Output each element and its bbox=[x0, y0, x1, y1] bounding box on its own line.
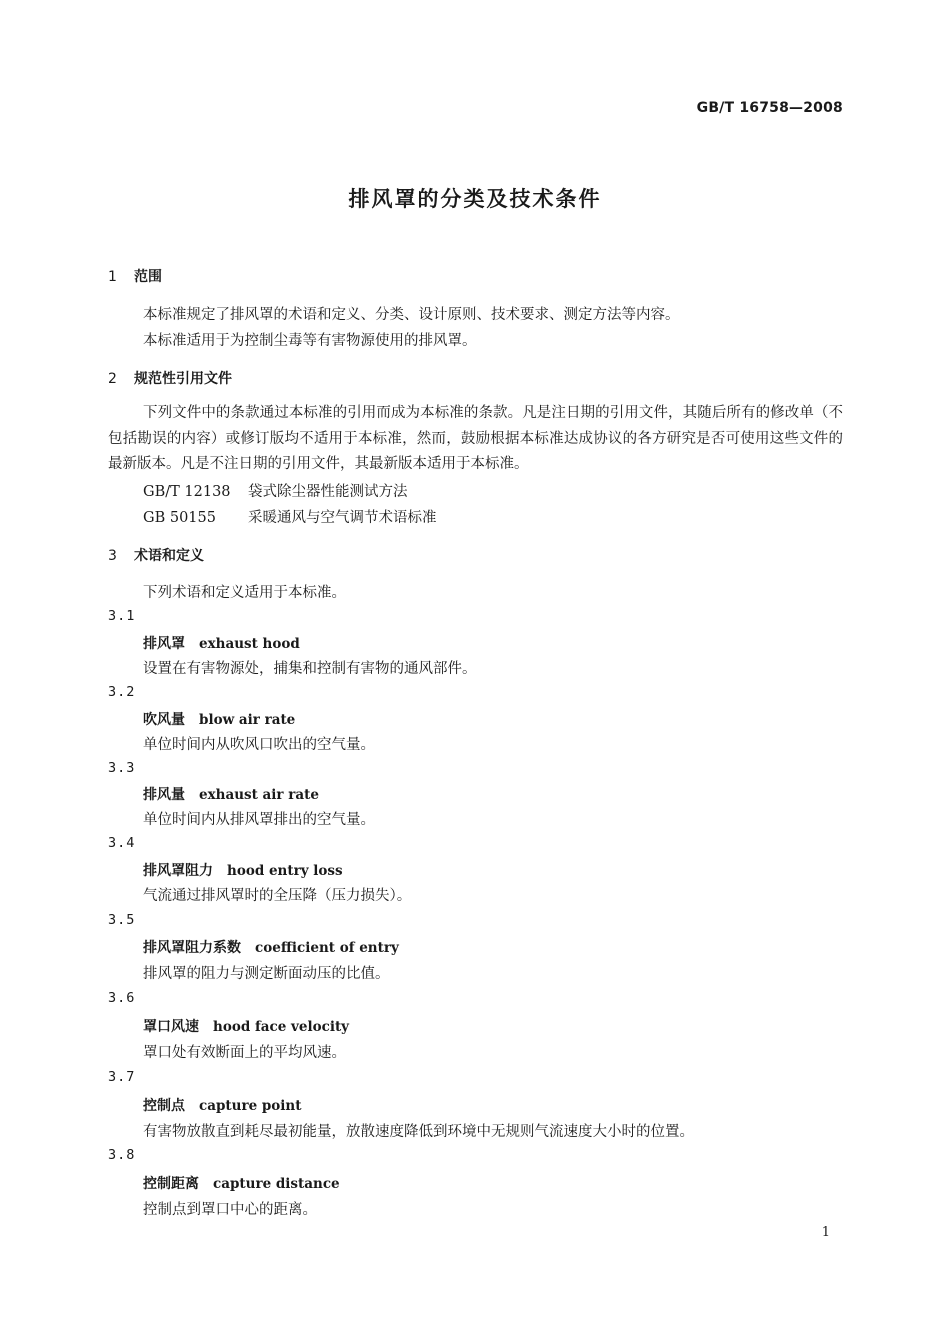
term-name bbox=[143, 1173, 340, 1193]
reference-code: GB/T 12138 bbox=[143, 484, 231, 500]
section-3-intro: 下列术语和定义适用于本标准。 bbox=[143, 585, 346, 601]
section-title: 规范性引用文件 bbox=[134, 371, 232, 387]
term-english: capture point bbox=[199, 1098, 302, 1114]
page-number: 1 bbox=[821, 1225, 830, 1240]
term-name bbox=[143, 709, 295, 729]
section-1-heading bbox=[108, 266, 162, 286]
reference-code: GB 50155 bbox=[143, 510, 216, 526]
term-name bbox=[143, 784, 319, 804]
term-number: 3.2 bbox=[108, 684, 136, 700]
term-chinese: 罩口风速 bbox=[143, 1019, 199, 1035]
section-1-paragraph-1: 本标准规定了排风罩的术语和定义、分类、设计原则、技术要求、测定方法等内容。 bbox=[143, 307, 680, 323]
term-name bbox=[143, 1095, 301, 1115]
term-chinese: 控制点 bbox=[143, 1098, 185, 1114]
standard-number: GB/T 16758—2008 bbox=[696, 100, 843, 116]
section-title: 范围 bbox=[134, 269, 162, 285]
reference-item bbox=[143, 480, 408, 501]
term-english: exhaust hood bbox=[199, 636, 300, 652]
term-definition: 有害物放散直到耗尽最初能量，放散速度降低到环境中无规则气流速度大小时的位置。 bbox=[143, 1124, 694, 1140]
term-definition: 单位时间内从吹风口吹出的空气量。 bbox=[143, 737, 375, 753]
section-number: 3 bbox=[108, 548, 117, 564]
term-chinese: 排风罩阻力 bbox=[143, 863, 213, 879]
term-english: hood face velocity bbox=[213, 1019, 350, 1035]
section-2-paragraph: 下列文件中的条款通过本标准的引用而成为本标准的条款。凡是注日期的引用文件，其随后所有的修改单（不包括勘误的内容）或修订版均不适用于本标准，然而，鼓励根据本标准达成协议的各方研究是否可使用这些文件的最新版本。凡是不注日期的引用文件，其最新版本适用于本标准。 bbox=[108, 405, 843, 472]
term-chinese: 排风罩 bbox=[143, 636, 185, 652]
section-number: 2 bbox=[108, 371, 117, 387]
term-english: hood entry loss bbox=[227, 863, 343, 879]
term-chinese: 吹风量 bbox=[143, 712, 185, 728]
reference-item bbox=[143, 506, 437, 527]
term-number: 3.1 bbox=[108, 608, 136, 624]
term-definition: 单位时间内从排风罩排出的空气量。 bbox=[143, 812, 375, 828]
term-number: 3.3 bbox=[108, 760, 136, 776]
term-name bbox=[143, 937, 399, 957]
section-number: 1 bbox=[108, 269, 117, 285]
reference-title: 采暖通风与空气调节术语标准 bbox=[248, 510, 437, 526]
term-chinese: 排风罩阻力系数 bbox=[143, 940, 241, 956]
section-1-paragraph-2: 本标准适用于为控制尘毒等有害物源使用的排风罩。 bbox=[143, 333, 477, 349]
term-definition: 设置在有害物源处，捕集和控制有害物的通风部件。 bbox=[143, 661, 477, 677]
section-title: 术语和定义 bbox=[134, 548, 204, 564]
term-number: 3.6 bbox=[108, 990, 136, 1006]
term-chinese: 排风量 bbox=[143, 787, 185, 803]
term-english: exhaust air rate bbox=[199, 787, 319, 803]
section-3-heading bbox=[108, 545, 204, 565]
term-chinese: 控制距离 bbox=[143, 1176, 199, 1192]
term-name bbox=[143, 1016, 349, 1036]
reference-title: 袋式除尘器性能测试方法 bbox=[248, 484, 408, 500]
document-title: 排风罩的分类及技术条件 bbox=[348, 187, 602, 211]
term-name bbox=[143, 633, 300, 653]
term-number: 3.4 bbox=[108, 835, 136, 851]
term-number: 3.5 bbox=[108, 912, 136, 928]
term-definition: 气流通过排风罩时的全压降（压力损失）。 bbox=[143, 888, 412, 904]
term-english: blow air rate bbox=[199, 712, 296, 728]
section-2-heading bbox=[108, 368, 232, 388]
term-number: 3.8 bbox=[108, 1147, 136, 1163]
term-definition: 控制点到罩口中心的距离。 bbox=[143, 1202, 317, 1218]
term-name bbox=[143, 860, 343, 880]
term-english: coefficient of entry bbox=[255, 940, 399, 956]
term-english: capture distance bbox=[213, 1176, 340, 1192]
term-definition: 罩口处有效断面上的平均风速。 bbox=[143, 1045, 346, 1061]
term-number: 3.7 bbox=[108, 1069, 136, 1085]
term-definition: 排风罩的阻力与测定断面动压的比值。 bbox=[143, 966, 390, 982]
